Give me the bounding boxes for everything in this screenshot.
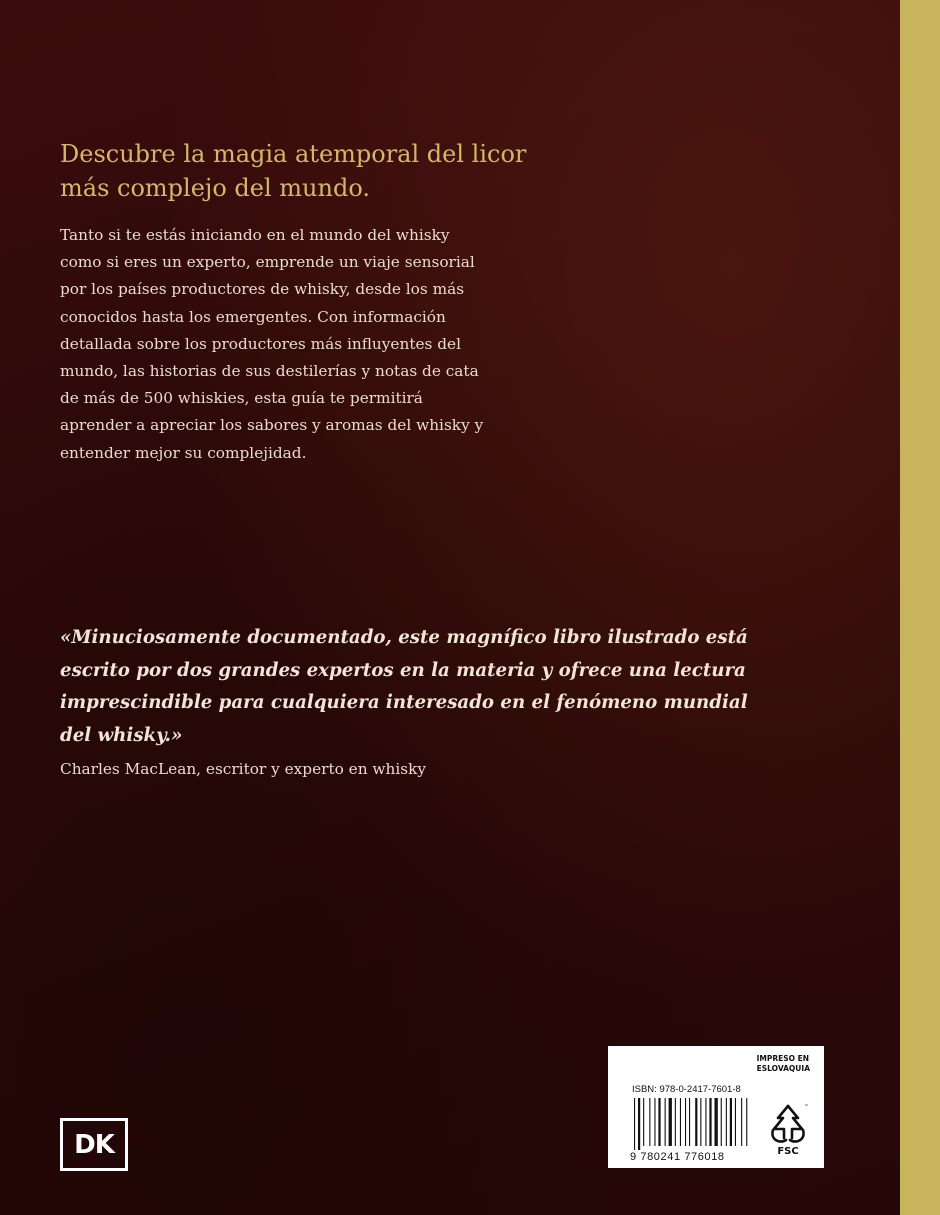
printed-in-line1: IMPRESO EN: [756, 1054, 810, 1063]
review-quote: «Minuciosamente documentado, este magnífico libro ilustrado está escrito por dos grandes expertos en la materia y ofrece una lectura imprescindible para cualquiera interesado en el fenómeno mundial del whisky.»: [60, 627, 748, 746]
description: Tanto si te estás iniciando en el mundo del whisky como si eres un experto, emprende un viaje sensorial por los países productores de whisky, desde los más conocidos hasta los emergentes. Con información detallada sobre los productores más influyentes del mundo, las historias de sus destilerías y notas de cata de más de 500 whiskies, esta guía te permitirá aprender a apreciar los sabores y aromas del whisky y entender mejor su complejidad.: [60, 226, 484, 462]
printed-in-line2: ESLOVAQUIA: [756, 1064, 810, 1073]
isbn-barcode-panel: [608, 1046, 824, 1168]
publisher-logo: [60, 1118, 128, 1171]
fsc-tree-icon: [764, 1100, 812, 1146]
svg-text:™: ™: [804, 1104, 809, 1110]
isbn-number: ISBN: 978-0-2417-7601-8: [632, 1084, 741, 1095]
publisher-logo-text: DK: [74, 1129, 114, 1160]
spine-stripe: [900, 0, 940, 1215]
printed-in-label: [757, 1054, 810, 1074]
barcode-digits: 9 780241 776018: [630, 1151, 725, 1163]
fsc-label: FSC: [777, 1146, 799, 1157]
quote-attribution: Charles MacLean, escritor y experto en whisky: [60, 760, 427, 778]
fsc-logo: [764, 1100, 812, 1162]
barcode-icon: [632, 1098, 752, 1150]
tagline: Descubre la magia atemporal del licor más complejo del mundo.: [60, 140, 527, 202]
